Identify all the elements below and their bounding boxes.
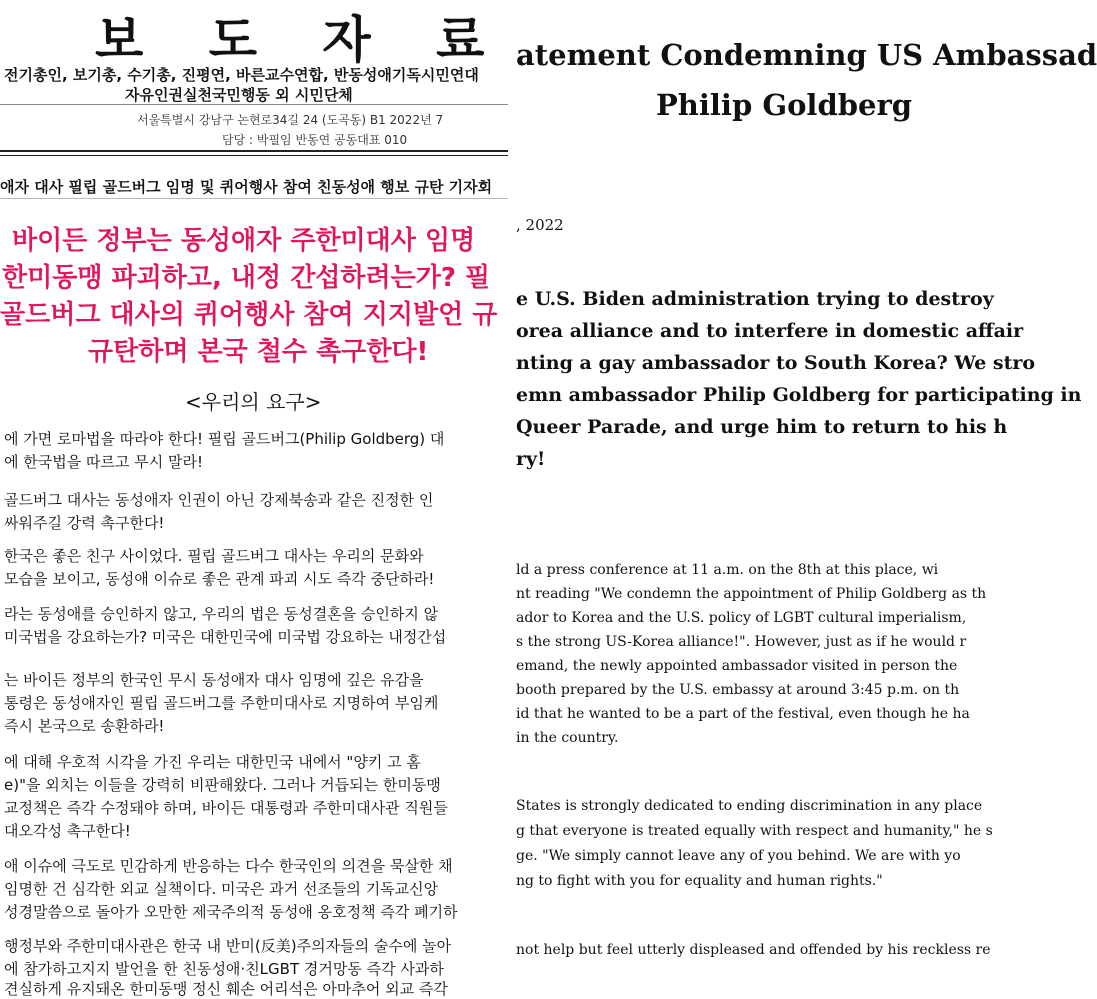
body-line: 에 대해 우호적 시각을 가진 우리는 대한민국 내에서 "양키 고 홈 (4, 753, 421, 771)
body-line: 싸워주길 강력 촉구한다! (4, 514, 165, 532)
body-line: 모습을 보이고, 동성애 이슈로 좋은 관계 파괴 시도 즉각 중단하라! (4, 570, 435, 588)
paragraph-line: id that he wanted to be a part of the festival, even though he ha (516, 706, 970, 722)
statement-title-line-1: atement Condemning US Ambassad (516, 38, 1097, 72)
body-line: 대오각성 촉구한다! (4, 822, 131, 840)
contact-line: 담당 : 박필임 반동연 공동대표 010 (222, 133, 408, 147)
headline-line-1: 바이든 정부는 동성애자 주한미대사 임명 (12, 226, 476, 256)
statement-headline-line: emn ambassador Philip Goldberg for participating in (516, 384, 1082, 406)
paragraph-line: not help but feel utterly displeased and offended by his reckless re (516, 942, 991, 958)
headline-line-4: 규탄하며 본국 철수 촉구한다! (88, 337, 429, 367)
body-line: 견실하게 유지돼온 한미동맹 정신 훼손 어리석은 아마추어 외교 즉각 (4, 980, 448, 998)
body-line: 임명한 건 심각한 외교 실책이다. 미국은 과거 선조들의 기독교신앙 (4, 880, 439, 898)
paragraph-line: ng to fight with you for equality and human rights." (516, 873, 883, 889)
body-line: 골드버그 대사는 동성애자 인권이 아닌 강제북송과 같은 진정한 인 (4, 491, 434, 509)
paragraph-line: in the country. (516, 730, 619, 746)
body-line: 는 바이든 정부의 한국인 무시 동성애자 대사 임명에 깊은 유감을 (4, 671, 424, 689)
body-line: 통령은 동성애자인 필립 골드버그를 주한미대사로 지명하여 부임케 (4, 694, 439, 712)
body-line: 에 참가하고지지 발언을 한 친동성애·친LGBT 경거망동 즉각 사과하 (4, 960, 444, 978)
body-line: 에 가면 로마법을 따라야 한다! 필립 골드버그(Philip Goldberg) 대 (4, 430, 445, 448)
paragraph-line: g that everyone is treated equally with respect and humanity," he s (516, 823, 993, 839)
organizations-line-2: 자유인권실천국민행동 외 시민단체 (125, 86, 353, 104)
header-rule (0, 104, 508, 105)
body-line: 교정책은 즉각 수정돼야 하며, 바이든 대통령과 주한미대사관 직원들 (4, 799, 448, 817)
body-line: 한국은 좋은 친구 사이었다. 필립 골드버그 대사는 우리의 문화와 (4, 547, 424, 565)
header-double-rule-top (0, 150, 508, 152)
paragraph-line: booth prepared by the U.S. embassy at around 3:45 p.m. on th (516, 682, 960, 698)
paragraph-line: nt reading "We condemn the appointment of Philip Goldberg as th (516, 586, 987, 602)
body-line: 미국법을 강요하는가? 미국은 대한민국에 미국법 강요하는 내정간섭 (4, 628, 447, 646)
demands-heading: <우리의 요구> (185, 390, 322, 414)
press-release-title: 보 도 자 료 (95, 11, 509, 69)
statement-headline-line: ry! (516, 448, 546, 470)
paragraph-line: ld a press conference at 11 a.m. on the 8th at this place, wi (516, 562, 939, 578)
statement-headline-line: Queer Parade, and urge him to return to his h (516, 416, 1008, 438)
korean-press-release-panel (0, 0, 509, 998)
statement-headline-line: orea alliance and to interfere in domestic affair (516, 320, 1024, 342)
body-line: 즉시 본국으로 송환하라! (4, 717, 165, 735)
body-line: 행정부와 주한미대사관은 한국 내 반미(反美)주의자들의 술수에 놀아 (4, 937, 452, 955)
panel-divider (508, 0, 516, 987)
statement-headline-line: e U.S. Biden administration trying to destroy (516, 288, 994, 310)
statement-date: , 2022 (516, 216, 564, 234)
paragraph-line: emand, the newly appointed ambassador visited in person the (516, 658, 958, 674)
statement-title-line-2: Philip Goldberg (656, 88, 913, 122)
body-line: 라는 동성애를 승인하지 않고, 우리의 법은 동성결혼을 승인하지 않 (4, 605, 439, 623)
body-line: e)"을 외치는 이들을 강력히 비판해왔다. 그러나 거듭되는 한미동맹 (4, 776, 441, 794)
body-line: 성경말씀으로 돌아가 오만한 제국주의적 동성애 옹호정책 즉각 폐기하 (4, 903, 458, 921)
conference-rule (0, 198, 508, 199)
body-line: 에 한국법을 따르고 무시 말라! (4, 453, 203, 471)
paragraph-line: States is strongly dedicated to ending discrimination in any place (516, 798, 983, 814)
headline-line-2: 한미동맹 파괴하고, 내정 간섭하려는가? 필 (2, 263, 491, 293)
statement-headline-line: nting a gay ambassador to South Korea? We stro (516, 352, 1036, 374)
header-double-rule-bottom (0, 155, 508, 156)
paragraph-line: ge. "We simply cannot leave any of you behind. We are with yo (516, 848, 961, 864)
headline-line-3: 골드버그 대사의 퀴어행사 참여 지지발언 규 (0, 300, 498, 330)
body-line: 애 이슈에 극도로 민감하게 반응하는 다수 한국인의 의견을 묵살한 채 (4, 857, 453, 875)
conference-title: 애자 대사 필립 골드버그 임명 및 퀴어행사 참여 친동성애 행보 규탄 기자회 (0, 178, 493, 196)
paragraph-line: ador to Korea and the U.S. policy of LGBT cultural imperialism, (516, 610, 967, 626)
organizations-line-1: 전기총인, 보기총, 수기총, 진평연, 바른교수연합, 반동성애기독시민연대 (4, 66, 479, 84)
address-line: 서울특별시 강남구 논현로34길 24 (도곡동) B1 2022년 7 (137, 113, 444, 127)
english-statement-panel (516, 0, 1097, 987)
paragraph-line: s the strong US-Korea alliance!". However, just as if he would r (516, 634, 967, 650)
